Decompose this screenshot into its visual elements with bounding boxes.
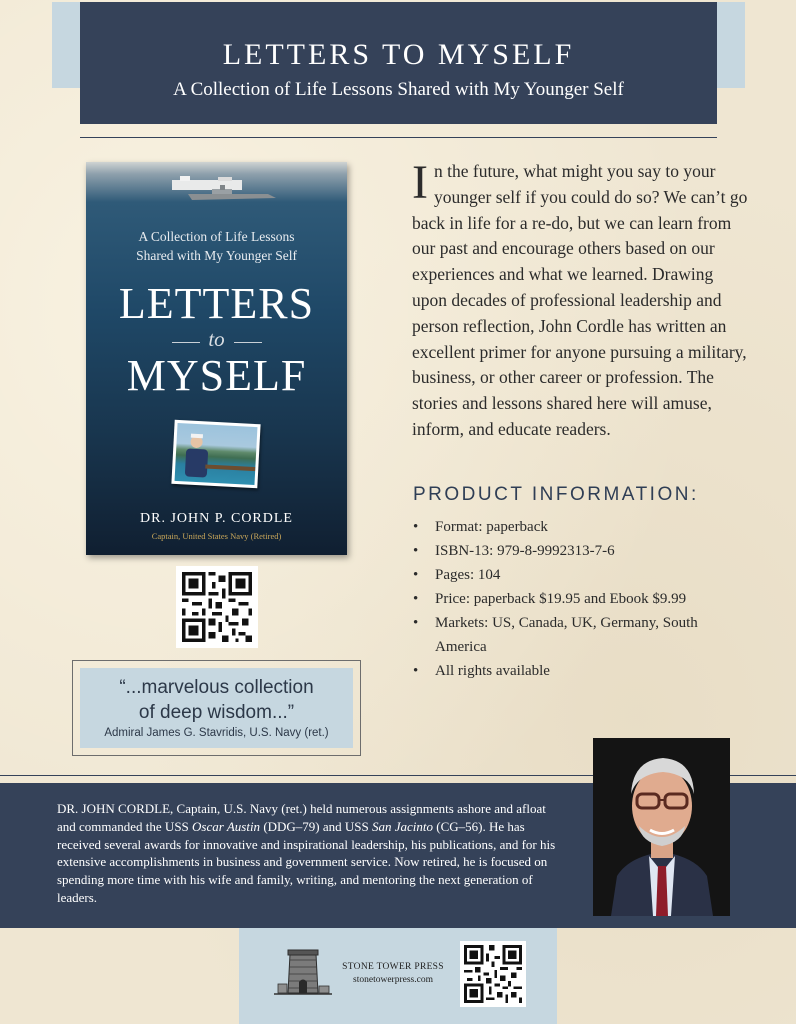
author-photo-icon (593, 738, 730, 916)
product-info-item: Price: paperback $19.95 and Ebook $9.99 (435, 591, 687, 607)
ship-icon (168, 176, 278, 206)
cover-title-rule (234, 342, 262, 343)
page-header (80, 2, 717, 124)
stone-tower-logo-icon (272, 946, 334, 998)
list-item (413, 539, 748, 563)
list-item (413, 659, 748, 683)
product-info-item: All rights available (435, 663, 550, 679)
publisher-name: STONE TOWER PRESS (342, 962, 444, 972)
person-photo-icon (175, 423, 258, 485)
bullet: • (413, 615, 419, 631)
list-item (413, 587, 748, 611)
book-description (412, 156, 748, 443)
header-divider (80, 137, 717, 138)
cover-author: DR. JOHN P. CORDLE (140, 511, 293, 526)
page-title: LETTERS TO MYSELF (222, 38, 575, 71)
list-item (413, 515, 748, 539)
list-item (413, 563, 748, 587)
bullet: • (413, 663, 419, 679)
cover-title-bottom: MYSELF (126, 351, 307, 400)
author-portrait (593, 738, 730, 916)
publisher-url[interactable]: stonetowerpress.com (353, 975, 433, 985)
endorsement-quote (80, 668, 353, 748)
product-info-item: Format: paperback (435, 519, 548, 535)
product-info-item: Markets: US, Canada, UK, Germany, South America (435, 615, 698, 655)
bullet: • (413, 543, 419, 559)
cover-title-top: LETTERS (118, 279, 315, 328)
cover-snapshot-photo (171, 420, 260, 488)
drop-cap: I (412, 156, 428, 209)
quote-line: “...marvelous collection (119, 677, 314, 698)
product-info-heading: PRODUCT INFORMATION: (413, 484, 699, 505)
bio-text: (CG–56). He has received several awards for innovative and inspirational leadership, his publications, and for his extensive accomplishments in business and government service. Now retired, he is focused on spending more time with his wife and family, writing, and mentoring the next generation of leaders. (57, 818, 556, 905)
bullet: • (413, 519, 419, 535)
quote-line: of deep wisdom...” (138, 702, 295, 723)
quote-attribution: Admiral James G. Stavridis, U.S. Navy (ret.) (104, 727, 329, 739)
list-item (413, 611, 748, 659)
ship-name: Oscar Austin (192, 818, 261, 834)
product-info-item: Pages: 104 (435, 567, 501, 583)
bio-text: (DDG–79) and USS (260, 818, 373, 834)
qr-code-icon (464, 945, 522, 1003)
product-info-list (413, 515, 748, 683)
bullet: • (413, 567, 419, 583)
page-subtitle: A Collection of Life Lessons Shared with My Younger Self (173, 79, 624, 100)
header-pale-band-right (717, 2, 745, 88)
book-cover (86, 162, 347, 555)
publisher-qr-code[interactable] (460, 941, 526, 1007)
cover-title-mid: to (208, 327, 225, 351)
cover-tagline-line: A Collection of Life Lessons (138, 229, 295, 244)
bio-text: DR. JOHN CORDLE, Captain, U.S. Navy (ret.) held numerous assignments ashore and afloat and commanded the USS (57, 801, 546, 834)
book-qr-code[interactable] (176, 566, 258, 648)
qr-code-icon (182, 572, 252, 642)
bullet: • (413, 591, 419, 607)
cover-tagline (86, 227, 347, 265)
ship-name: San Jacinto (372, 818, 434, 834)
author-bio (57, 800, 567, 907)
cover-tagline-line: Shared with My Younger Self (136, 248, 297, 263)
product-info-item: ISBN-13: 979-8-9992313-7-6 (435, 543, 615, 559)
description-text: n the future, what might you say to your younger self if you could do so? We can’t go back in life for a re-do, but we can learn from our past and encourage others based on our experiences and what we learned. Drawing upon decades of professional leadership and person reflection, John Cordle has written an excellent primer for anyone pursuing a military, business, or other career or profession. The stories and lessons shared here will amuse, inform, and educate readers. (412, 161, 748, 439)
cover-author-rank: Captain, United States Navy (Retired) (151, 531, 282, 541)
header-pale-band-left (52, 2, 80, 88)
